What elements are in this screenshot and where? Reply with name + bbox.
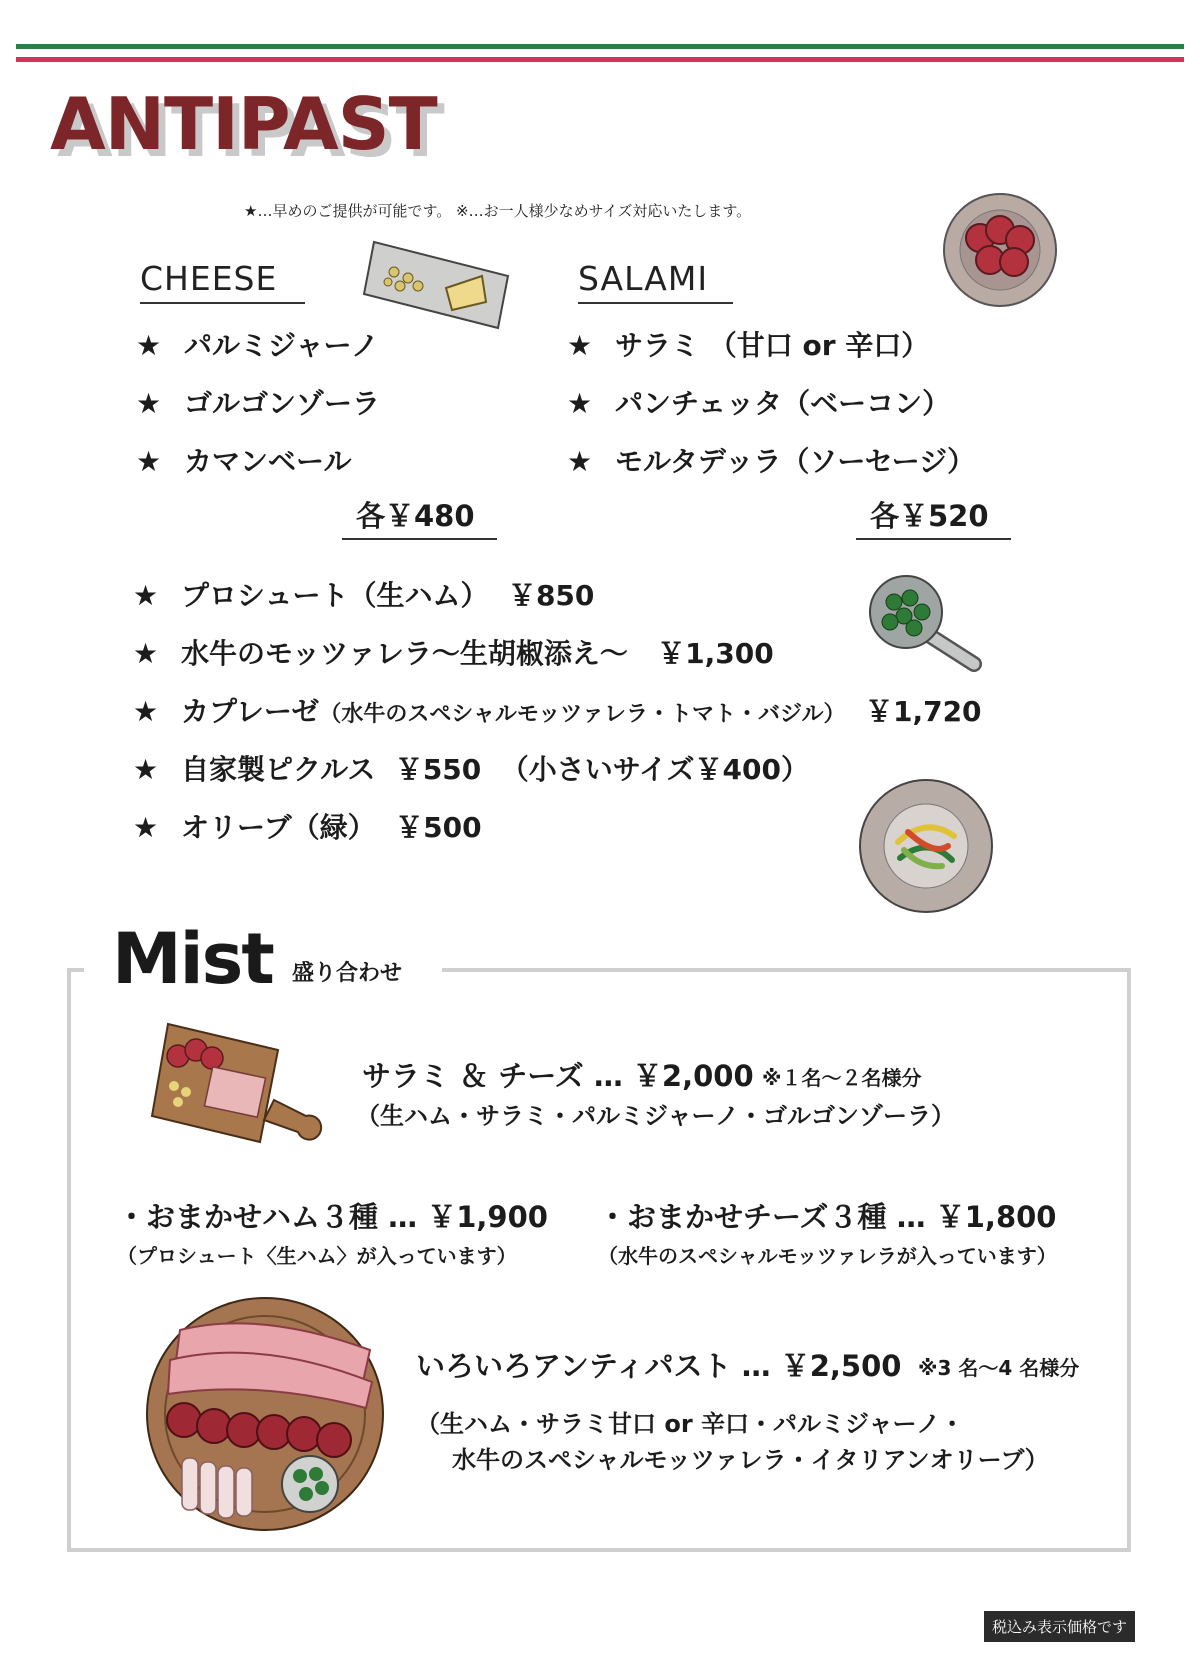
menu-item-name: プロシュート（生ハム） xyxy=(181,579,489,612)
star-icon: ★ xyxy=(133,811,159,844)
salami-item-name: サラミ （甘口 or 辛口） xyxy=(615,329,930,362)
antipasto-board-illustration xyxy=(140,1290,390,1535)
ham-platter-desc: （プロシュート〈生ハム〉が入っています） xyxy=(117,1244,517,1268)
platter1-desc: （生ハム・サラミ・パルミジャーノ・ゴルゴンゾーラ） xyxy=(356,1102,956,1130)
menu-item-name: カプレーゼ xyxy=(181,695,320,728)
salami-item xyxy=(567,329,930,362)
cheese-heading-rule xyxy=(140,302,305,304)
salami-item xyxy=(567,387,951,420)
page-title: ANTIPAST xyxy=(50,82,437,166)
menu-item-price: ￥500 xyxy=(395,811,482,844)
platter1-name: サラミ ＆ チーズ … ￥2,000 xyxy=(362,1059,754,1093)
menu-item-name: 水牛のモッツァレラ～生胡椒添え～ xyxy=(181,637,628,670)
salami-price: 各￥520 xyxy=(870,499,989,533)
cheese-item xyxy=(136,445,352,478)
star-icon: ★ xyxy=(136,387,162,420)
cheese-item xyxy=(136,387,381,420)
cheese-board-illustration xyxy=(360,236,512,332)
salami-heading: SALAMI xyxy=(578,259,709,298)
menu-item-name: オリーブ（緑） xyxy=(181,811,376,844)
ham-platter-name: ・おまかせハム３種 … ￥1,900 xyxy=(117,1200,548,1234)
menu-item xyxy=(133,753,809,786)
menu-item xyxy=(133,579,595,612)
olive-skillet-illustration xyxy=(866,572,986,680)
menu-item xyxy=(133,695,982,728)
cheese-price-rule xyxy=(342,538,497,540)
mist-title: Mist xyxy=(112,918,273,1000)
menu-item xyxy=(133,637,774,670)
platter1-note: ※１名～２名様分 xyxy=(762,1066,922,1090)
platter2-note: ※3 名～4 名様分 xyxy=(918,1356,1080,1380)
cheese-item-name: カマンベール xyxy=(184,445,352,478)
cheese-platter-name: ・おまかせチーズ３種 … ￥1,800 xyxy=(598,1200,1057,1234)
menu-item-price: ￥550 xyxy=(394,753,482,786)
tax-included-badge: 税込み表示価格です xyxy=(984,1611,1135,1642)
platter2-desc-1: （生ハム・サラミ甘口 or 辛口・パルミジャーノ・ xyxy=(416,1410,965,1438)
star-icon: ★ xyxy=(133,637,159,670)
cheese-item xyxy=(136,329,379,362)
salami-heading-rule xyxy=(578,302,733,304)
menu-item-extra: （小さいサイズ￥400） xyxy=(500,753,809,786)
star-icon: ★ xyxy=(136,329,162,362)
legend-note: ★…早めのご提供が可能です。 ※…お一人様少なめサイズ対応いたします。 xyxy=(244,202,752,220)
stripe-white xyxy=(16,49,1184,57)
menu-item xyxy=(133,811,482,844)
menu-item-detail: （水牛のスペシャルモッツァレラ・トマト・バジル） xyxy=(319,702,846,727)
salami-price-rule xyxy=(856,538,1011,540)
cheese-platter-desc: （水牛のスペシャルモッツァレラが入っています） xyxy=(598,1244,1057,1268)
cheese-item-name: パルミジャーノ xyxy=(184,329,379,362)
menu-item-price: ￥850 xyxy=(507,579,595,612)
star-icon: ★ xyxy=(133,753,159,786)
menu-item-price: ￥1,300 xyxy=(657,637,774,670)
salami-item-name: モルタデッラ（ソーセージ） xyxy=(615,445,976,478)
cheese-price: 各￥480 xyxy=(356,499,475,533)
platter2-desc-2: 水牛のスペシャルモッツァレラ・イタリアンオリーブ） xyxy=(452,1446,1049,1474)
star-icon: ★ xyxy=(567,329,593,362)
menu-item-price: ￥1,720 xyxy=(864,695,982,728)
platter2-name: いろいろアンティパスト … ￥2,500 xyxy=(416,1349,902,1383)
menu-item-name: 自家製ピクルス xyxy=(181,753,376,786)
star-icon: ★ xyxy=(567,387,593,420)
salami-cheese-board-illustration xyxy=(148,1020,328,1150)
star-icon: ★ xyxy=(567,445,593,478)
salami-item-name: パンチェッタ（ベーコン） xyxy=(615,387,951,420)
cheese-heading: CHEESE xyxy=(140,259,278,298)
mist-subtitle: 盛り合わせ xyxy=(292,961,403,986)
salami-item xyxy=(567,445,976,478)
star-icon: ★ xyxy=(133,695,159,728)
star-icon: ★ xyxy=(133,579,159,612)
salami-plate-illustration xyxy=(940,190,1060,310)
pickles-plate-illustration xyxy=(856,776,996,916)
star-icon: ★ xyxy=(136,445,162,478)
cheese-item-name: ゴルゴンゾーラ xyxy=(184,387,381,420)
stripe-red xyxy=(16,57,1184,62)
